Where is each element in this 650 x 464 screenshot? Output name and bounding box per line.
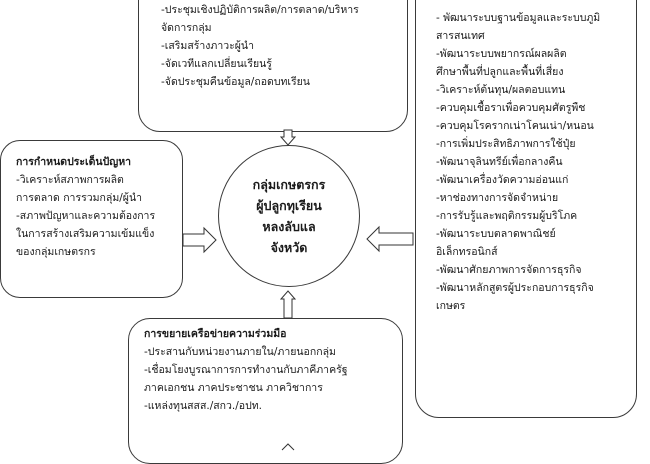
bottom-box-line: ภาคเอกชน ภาคประชาชน ภาควิชาการ (144, 382, 323, 394)
right-box-line: ศึกษาพื้นที่ปลูกและพื้นที่เสี่ยง (436, 66, 564, 78)
right-box-line: -พัฒนาเครื่องวัดความอ่อนแก่ (436, 174, 569, 186)
right-box-line: - พัฒนาระบบฐานข้อมูลและระบบภูมิ (436, 12, 601, 24)
right-box-line: -พัฒนาหลักสูตรผู้ประกอบการธุรกิจ (436, 282, 594, 294)
arrow-up-icon (281, 443, 295, 450)
process-box-bottom (128, 318, 403, 464)
right-box-line: เกษตร (436, 300, 466, 312)
right-box-line: สารสนเทศ (436, 30, 485, 42)
top-box-line: -จัดเวทีแลกเปลี่ยนเรียนรู้ (161, 58, 272, 70)
center-label-line: กลุ่มเกษตรกร (252, 177, 326, 192)
bottom-box-line: -แหล่งทุนสสส./สกว./อปท. (144, 400, 263, 412)
right-box-line: -วิเคราะห์ต้นทุน/ผลตอบแทน (436, 84, 566, 96)
top-box-line: -เสริมสร้างภาวะผู้นำ (161, 40, 254, 52)
left-box-line: -วิเคราะห์สภาพการผลิต (16, 174, 124, 186)
left-box-line: ของกลุ่มเกษตรกร (16, 246, 96, 258)
right-box-line: -การเพิ่มประสิทธิภาพการใช้ปุ๋ย (436, 138, 576, 150)
arrow-down-icon (280, 130, 296, 146)
left-box-heading: การกำหนดประเด็นปัญหา (16, 156, 132, 168)
arrow-left-icon (366, 226, 414, 252)
center-label-line: หลงลับแล (262, 219, 316, 234)
bottom-box-heading: การขยายเครือข่ายความร่วมมือ (144, 328, 287, 340)
right-box-line: อิเล็กทรอนิกส์ (436, 246, 498, 258)
top-box-line: -จัดประชุมคืนข้อมูล/ถอดบทเรียน (161, 76, 310, 88)
right-box-line: -พัฒนาศักยภาพการจัดการธุรกิจ (436, 264, 582, 276)
right-box-line: -พัฒนาระบบตลาดพาณิชย์ (436, 228, 556, 240)
top-box-line: จัดการกลุ่ม (161, 22, 212, 34)
process-box-left (0, 140, 183, 298)
center-label-line: ผู้ปลูกทุเรียน (256, 198, 322, 213)
process-box-right (415, 0, 637, 418)
center-label-line: จังหวัด (270, 240, 308, 255)
right-box-line: -พัฒนาระบบพยากรณ์ผลผลิต (436, 48, 567, 60)
right-box-line: -พัฒนาจุลินทรีย์เพื่อกลางคืน (436, 156, 563, 168)
arrow-right-icon (183, 227, 217, 253)
bottom-box-line: -เชื่อมโยงบูรณาการการทำงานกับภาคีภาครัฐ (144, 364, 348, 376)
right-box-line: -การรับรู้และพฤติกรรมผู้บริโภค (436, 210, 578, 222)
bottom-box-line: -ประสานกับหน่วยงานภายใน/ภายนอกกลุ่ม (144, 346, 336, 358)
left-box-line: ในการสร้างเสริมความเข้มแข็ง (16, 228, 155, 240)
top-box-line: -ประชุมเชิงปฏิบัติการผลิต/การตลาด/บริหาร (161, 4, 359, 16)
process-box-top (138, 0, 408, 132)
right-box-line: -หาช่องทางการจัดจำหน่าย (436, 192, 559, 204)
right-box-line: -ควบคุมเชื้อราเพื่อควบคุมศัตรูพืช (436, 102, 586, 114)
left-box-line: การตลาด การรวมกลุ่ม/ผู้นำ (16, 192, 143, 204)
right-box-line: -ควบคุมโรครากเน่าโคนเน่า/หนอน (436, 120, 594, 132)
left-box-line: -สภาพปัญหาและความต้องการ (16, 210, 156, 222)
center-circle (218, 145, 360, 287)
arrow-up-icon (280, 290, 296, 318)
